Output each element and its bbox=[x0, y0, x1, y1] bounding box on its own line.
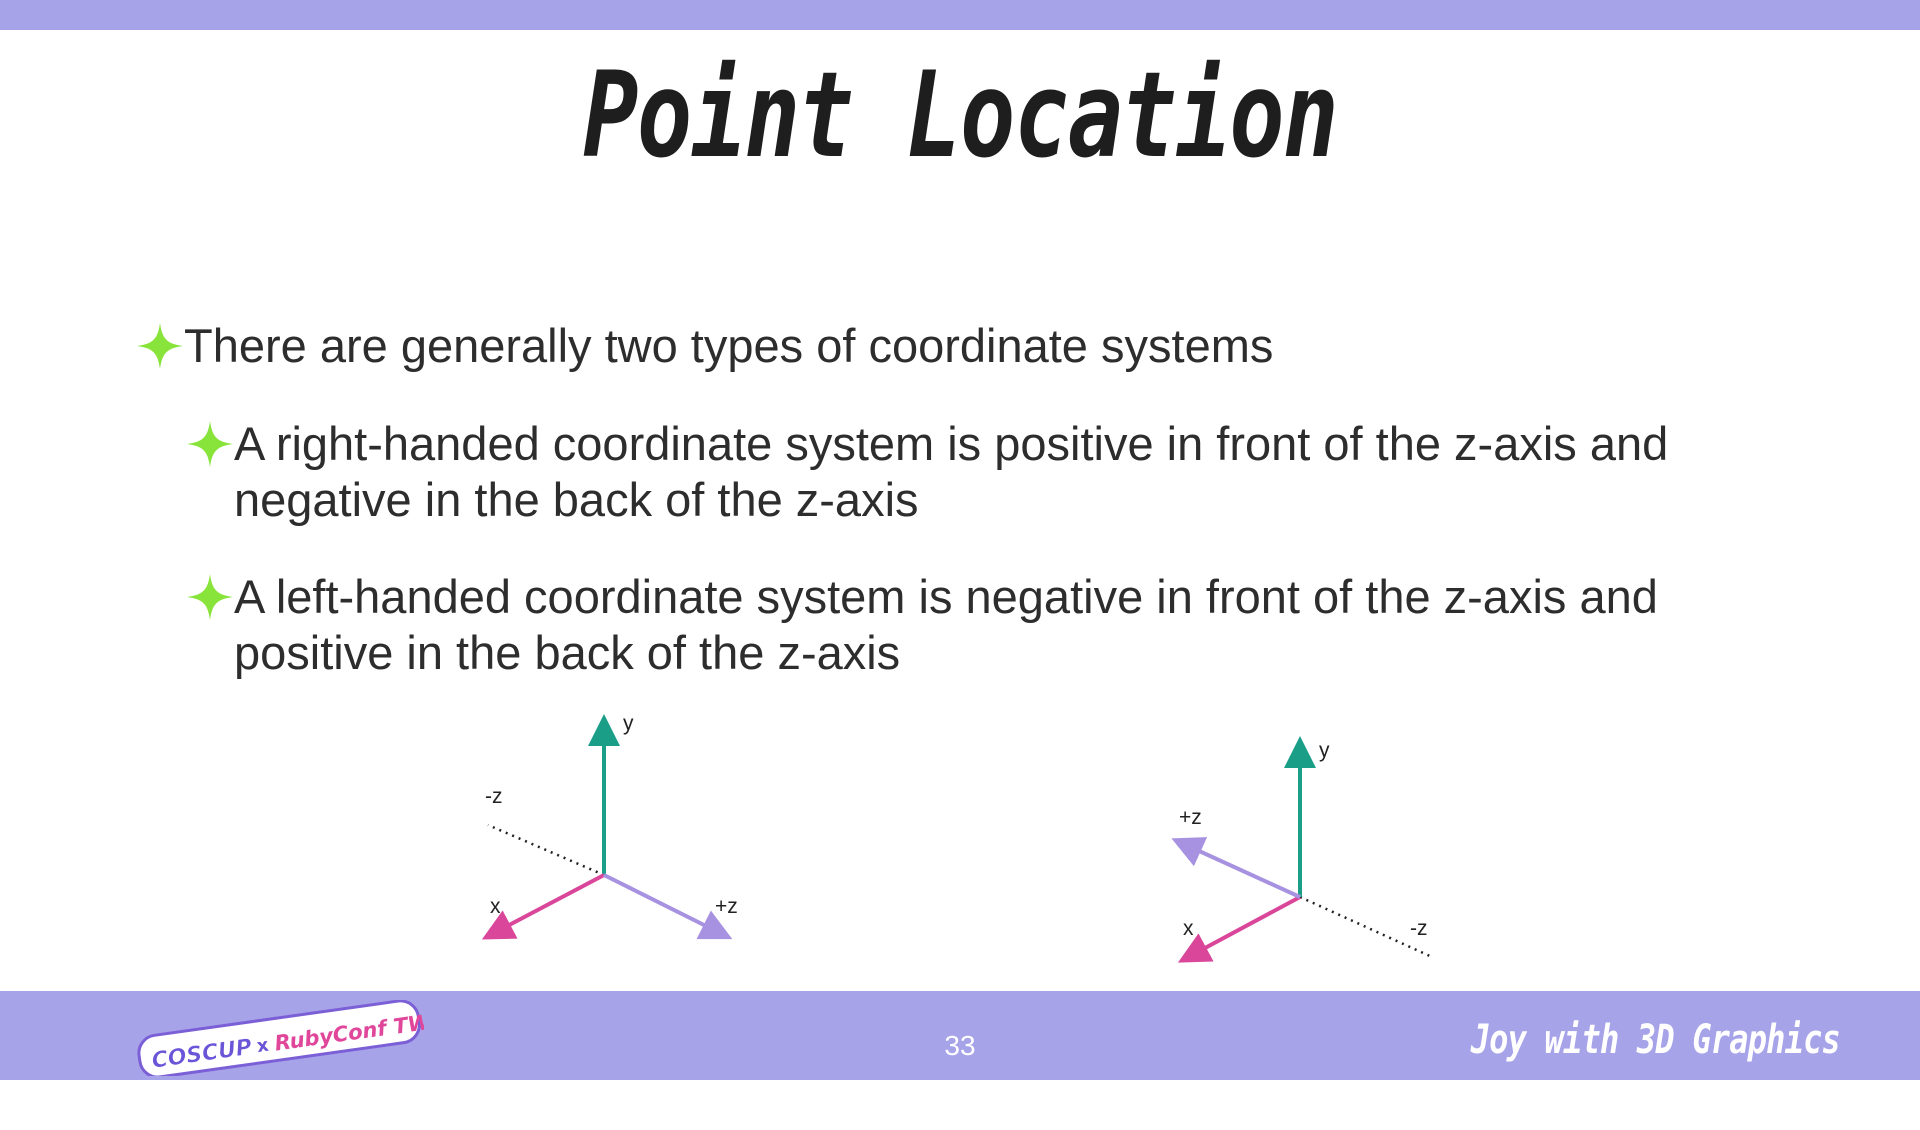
four-point-star-icon bbox=[186, 569, 234, 625]
neg-z-dotted-axis bbox=[488, 825, 604, 875]
pos-z-axis-label: +z bbox=[715, 895, 738, 918]
four-point-star-icon bbox=[186, 416, 234, 472]
right-handed-axes-diagram bbox=[450, 700, 870, 980]
x-axis-arrow bbox=[1192, 897, 1300, 955]
talk-title: Joy with 3D Graphics Using Ruby bbox=[1470, 1017, 1840, 1123]
page-number: 33 bbox=[944, 1030, 976, 1061]
bullet-item bbox=[186, 569, 1746, 681]
pos-z-axis-arrow bbox=[604, 875, 718, 932]
neg-z-axis-label: -z bbox=[1410, 917, 1428, 940]
x-axis-arrow bbox=[496, 875, 604, 932]
pos-z-axis-arrow bbox=[1186, 845, 1300, 897]
top-accent-bar bbox=[0, 0, 1920, 30]
y-axis-label: y bbox=[623, 712, 634, 735]
bullet-text: A right-handed coordinate system is positive in front of the z-axis and negative in the back of the z-axis bbox=[234, 417, 1669, 526]
left-handed-axes-diagram bbox=[1150, 720, 1570, 1000]
four-point-star-icon bbox=[136, 318, 184, 374]
x-axis-label: x bbox=[1183, 917, 1194, 940]
bullet-text: A left-handed coordinate system is negative in front of the z-axis and positive in the back of the z-axis bbox=[234, 570, 1658, 679]
bullet-item bbox=[136, 318, 1736, 374]
y-axis-label: y bbox=[1319, 739, 1330, 762]
slide-title: Point Location bbox=[583, 46, 1337, 184]
bullet-text: There are generally two types of coordinate systems bbox=[184, 319, 1274, 372]
pos-z-axis-label: +z bbox=[1179, 806, 1202, 829]
logo-text-x: x bbox=[255, 1034, 270, 1058]
bullet-item bbox=[186, 416, 1746, 528]
neg-z-axis-label: -z bbox=[485, 785, 503, 808]
logo-text-coscup: COSCUP bbox=[150, 1034, 254, 1074]
logo-text-rubyconf: RubyConf TW bbox=[273, 1009, 424, 1056]
conference-logo bbox=[134, 1000, 424, 1076]
x-axis-label: x bbox=[490, 895, 501, 918]
